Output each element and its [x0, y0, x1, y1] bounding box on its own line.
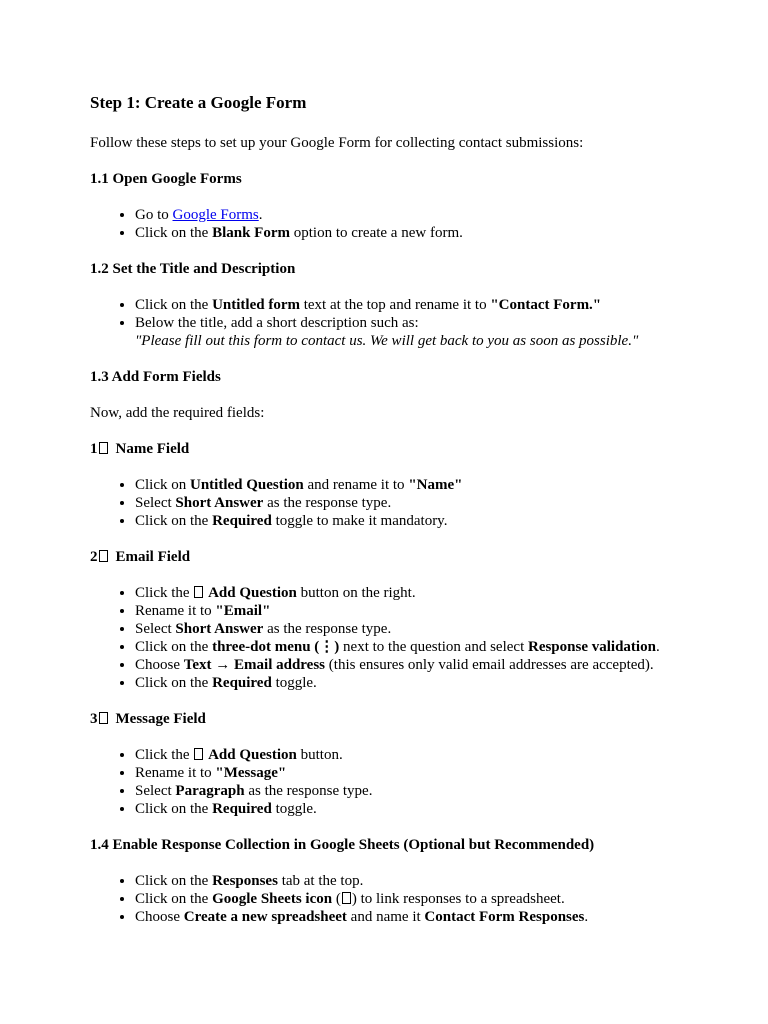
name-field-list: [90, 476, 678, 530]
list-item: • Click on the Required toggle.: [135, 674, 678, 692]
list-item: • Choose Create a new spreadsheet and name it Contact Form Responses.: [135, 908, 678, 926]
list-item: • Click on the Untitled form text at the top and rename it to "Contact Form.": [135, 296, 678, 314]
list-item: • Select Short Answer as the response type.: [135, 620, 678, 638]
list-item: • Select Paragraph as the response type.: [135, 782, 678, 800]
list-item: • Click on the Google Sheets icon ( ) to link responses to a spreadsheet.: [135, 890, 678, 908]
list-item: • Below the title, add a short description such as: "Please fill out this form to contact us. We will get back to you as soon as possible.": [135, 314, 678, 350]
field-number: 3: [90, 711, 98, 727]
section-heading-1-2: 1.2 Set the Title and Description: [90, 261, 296, 277]
email-field-list: [90, 584, 678, 692]
list-item: • Click on the Required toggle.: [135, 800, 678, 818]
field-heading-name: 1 Name Field: [90, 441, 190, 457]
intro-paragraph: Follow these steps to set up your Google Form for collecting contact submissions:: [90, 135, 584, 151]
fields-intro: Now, add the required fields:: [90, 405, 265, 421]
field-number: 2: [90, 549, 98, 565]
google-forms-link[interactable]: Google Forms: [172, 207, 259, 223]
field-heading-message: 3 Message Field: [90, 711, 206, 727]
keycap-icon: [99, 442, 108, 454]
list-item: • Rename it to "Message": [135, 764, 678, 782]
list-item: • Choose Text → Email address (this ensures only valid email addresses are accepted).: [135, 656, 678, 674]
list-item: • Click on the Blank Form option to create a new form.: [135, 224, 678, 242]
section-heading-1-4: 1.4 Enable Response Collection in Google Sheets (Optional but Recommended): [90, 837, 595, 853]
list-item: • Click on the three-dot menu (⋮) next to the question and select Response validation.: [135, 638, 678, 656]
page-title: Step 1: Create a Google Form: [90, 93, 307, 112]
list-item: • Click on Untitled Question and rename it to "Name": [135, 476, 678, 494]
field-heading-email: 2 Email Field: [90, 549, 191, 565]
list-item: • Click the Add Question button on the right.: [135, 584, 678, 602]
list-item: • Rename it to "Email": [135, 602, 678, 620]
keycap-icon: [99, 712, 108, 724]
keycap-icon: [99, 550, 108, 562]
plus-icon: [194, 748, 203, 760]
section-heading-1-1: 1.1 Open Google Forms: [90, 171, 242, 187]
sample-description: "Please fill out this form to contact us. We will get back to you as soon as possible.": [135, 333, 639, 349]
list-item: • Click on the Responses tab at the top.: [135, 872, 678, 890]
sheets-icon: [342, 892, 351, 904]
field-number: 1: [90, 441, 98, 457]
list-item: • Click on the Required toggle to make it mandatory.: [135, 512, 678, 530]
plus-icon: [194, 586, 203, 598]
section-heading-1-3: 1.3 Add Form Fields: [90, 369, 221, 385]
message-field-list: [90, 746, 678, 818]
section-1-4-list: [90, 872, 678, 926]
list-item: • Click the Add Question button.: [135, 746, 678, 764]
section-1-1-list: [90, 206, 678, 242]
section-1-2-list: [90, 296, 678, 350]
list-item: • Select Short Answer as the response type.: [135, 494, 678, 512]
list-item: • Go to Google Forms.: [135, 206, 678, 224]
